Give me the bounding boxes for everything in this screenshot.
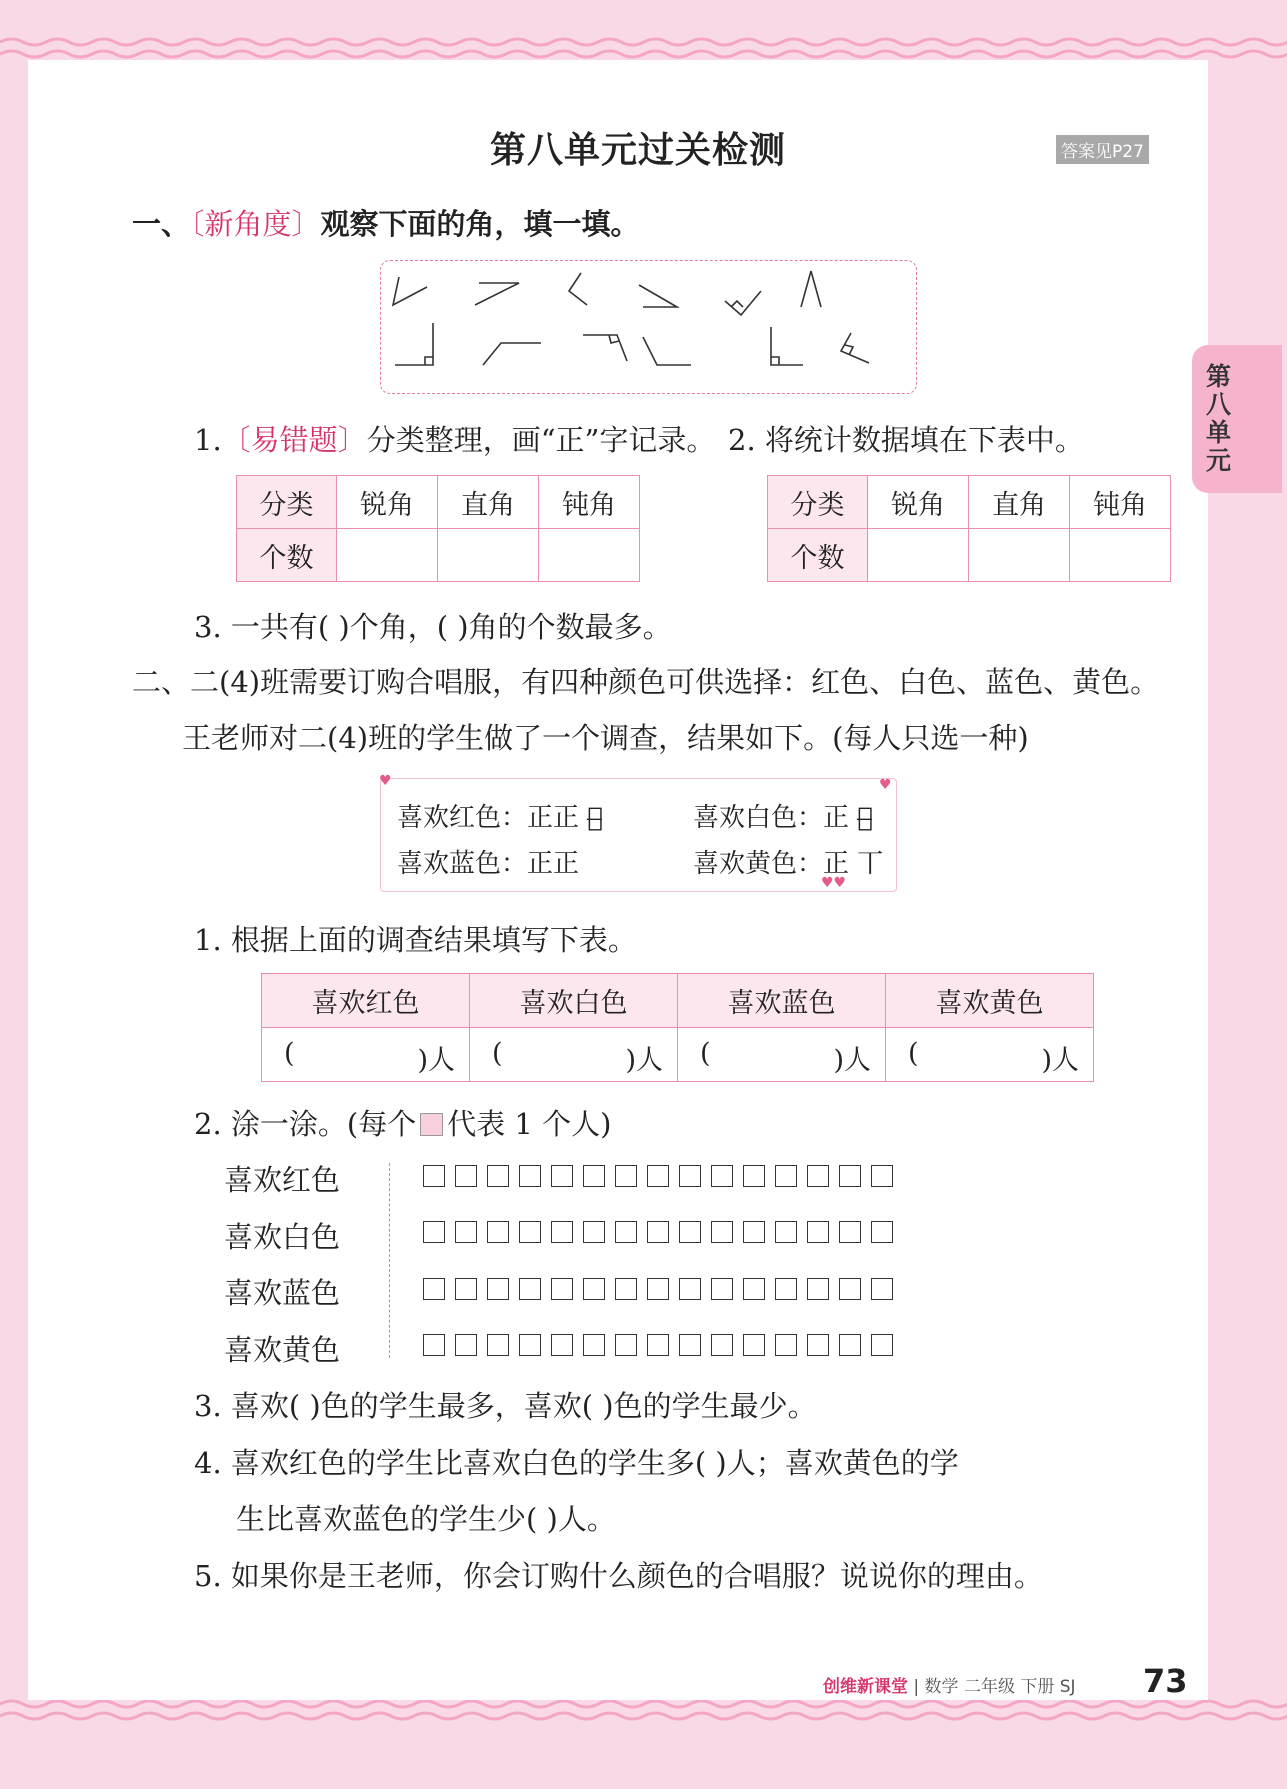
answer-cell-acute[interactable] [337, 529, 438, 582]
coloring-square[interactable] [807, 1334, 829, 1356]
coloring-square[interactable] [455, 1278, 477, 1300]
q2-text-after: 代表 1 个人) [447, 1107, 612, 1141]
section1-tag: 〔新角度〕 [190, 207, 321, 241]
section1-question1 [194, 418, 715, 459]
close-paren-unit: )人 [417, 1045, 455, 1076]
row-label-white: 喜欢白色 [224, 1220, 341, 1254]
coloring-square[interactable] [839, 1334, 861, 1356]
tally-red: 喜欢红色：正正 正̶ [397, 803, 603, 833]
coloring-square[interactable] [615, 1278, 637, 1300]
section1-number: 一、 [132, 207, 191, 241]
section2-question4-line1: 4. 喜欢红色的学生比喜欢白色的学生多( )人；喜欢黄色的学 [194, 1446, 959, 1480]
coloring-square[interactable] [455, 1334, 477, 1356]
footer-info [823, 1672, 1076, 1697]
header-yellow: 喜欢黄色 [886, 974, 1094, 1028]
table-row-label-count: 个数 [768, 529, 868, 582]
coloring-square[interactable] [551, 1221, 573, 1243]
q1-number: 1. [194, 423, 222, 457]
section2-question5: 5. 如果你是王老师，你会订购什么颜色的合唱服？说说你的理由。 [194, 1559, 1043, 1593]
coloring-square[interactable] [615, 1221, 637, 1243]
answer-cell-obtuse[interactable] [539, 529, 640, 582]
coloring-square[interactable] [583, 1334, 605, 1356]
answer-cell-blue[interactable] [678, 1028, 886, 1082]
coloring-square[interactable] [487, 1221, 509, 1243]
answer-cell-right[interactable] [438, 529, 539, 582]
table-header-acute: 锐角 [868, 476, 969, 529]
tally-blue: 喜欢蓝色：正正 [397, 849, 580, 879]
coloring-square[interactable] [679, 1334, 701, 1356]
row-label-yellow: 喜欢黄色 [224, 1333, 341, 1367]
q1-text: 分类整理，画“正”字记录。 [366, 423, 716, 457]
table-row-label-count: 个数 [237, 529, 337, 582]
coloring-square[interactable] [711, 1278, 733, 1300]
coloring-square[interactable] [839, 1165, 861, 1187]
header-white: 喜欢白色 [470, 974, 678, 1028]
close-paren-unit: )人 [833, 1045, 871, 1076]
answer-cell-obtuse[interactable] [1070, 529, 1171, 582]
heart-decoration-icon: ♥♥ [821, 875, 847, 891]
coloring-square[interactable] [711, 1334, 733, 1356]
q2-text-before: 2. 涂一涂。(每个 [194, 1107, 417, 1141]
header-red: 喜欢红色 [262, 974, 470, 1028]
coloring-square[interactable] [871, 1165, 893, 1187]
coloring-square[interactable] [743, 1278, 765, 1300]
coloring-square[interactable] [807, 1221, 829, 1243]
coloring-square[interactable] [583, 1278, 605, 1300]
coloring-square[interactable] [487, 1165, 509, 1187]
coloring-square[interactable] [551, 1165, 573, 1187]
coloring-square[interactable] [679, 1221, 701, 1243]
square-row-yellow [423, 1334, 893, 1356]
coloring-square[interactable] [519, 1221, 541, 1243]
count-record-table [767, 475, 1171, 582]
coloring-square[interactable] [743, 1165, 765, 1187]
coloring-square[interactable] [679, 1278, 701, 1300]
coloring-square[interactable] [423, 1221, 445, 1243]
table-header-acute: 锐角 [337, 476, 438, 529]
coloring-square[interactable] [711, 1165, 733, 1187]
section2-question2 [194, 1102, 611, 1143]
coloring-square[interactable] [551, 1334, 573, 1356]
q1-tag: 〔易错题〕 [221, 423, 367, 457]
angles-figure [380, 260, 917, 394]
tally-yellow: 喜欢黄色：正 丅 [693, 849, 884, 879]
coloring-square[interactable] [583, 1221, 605, 1243]
unit-side-tab-label: 第八单元 [1206, 362, 1232, 475]
angles-drawing [381, 261, 916, 393]
coloring-square[interactable] [583, 1165, 605, 1187]
coloring-square[interactable] [423, 1278, 445, 1300]
section2-question4-line2: 生比喜欢蓝色的学生少( )人。 [236, 1502, 616, 1536]
table-header-category: 分类 [237, 476, 337, 529]
divider-line [389, 1163, 390, 1358]
legend-square-icon [420, 1113, 443, 1136]
survey-result-card [379, 773, 897, 892]
unit-side-tab [1192, 345, 1282, 493]
section2-question3: 3. 喜欢( )色的学生最多，喜欢( )色的学生最少。 [194, 1389, 817, 1423]
table-header-right: 直角 [438, 476, 539, 529]
coloring-square[interactable] [775, 1165, 797, 1187]
heart-decoration-icon: ♥ [379, 773, 392, 789]
coloring-square[interactable] [871, 1278, 893, 1300]
coloring-square[interactable] [807, 1278, 829, 1300]
section1-heading-text: 观察下面的角，填一填。 [320, 207, 640, 241]
tally-record-table [236, 475, 640, 582]
coloring-square[interactable] [615, 1334, 637, 1356]
coloring-square[interactable] [871, 1221, 893, 1243]
coloring-square[interactable] [775, 1334, 797, 1356]
square-row-white [423, 1221, 893, 1243]
coloring-square[interactable] [647, 1278, 669, 1300]
coloring-square[interactable] [839, 1278, 861, 1300]
open-paren: ( [284, 1038, 295, 1069]
color-count-table [261, 973, 1094, 1082]
close-paren-unit: )人 [1041, 1045, 1079, 1076]
close-paren-unit: )人 [625, 1045, 663, 1076]
coloring-square[interactable] [743, 1221, 765, 1243]
section2-intro-line2: 王老师对二(4)班的学生做了一个调查，结果如下。(每人只选一种) [182, 721, 1029, 755]
coloring-square[interactable] [807, 1165, 829, 1187]
row-label-red: 喜欢红色 [224, 1163, 341, 1197]
coloring-square[interactable] [423, 1165, 445, 1187]
open-paren: ( [700, 1038, 711, 1069]
coloring-square[interactable] [711, 1221, 733, 1243]
table-header-obtuse: 钝角 [539, 476, 640, 529]
section1-heading [132, 202, 640, 243]
coloring-square[interactable] [519, 1334, 541, 1356]
coloring-square[interactable] [551, 1278, 573, 1300]
coloring-square[interactable] [519, 1165, 541, 1187]
coloring-square[interactable] [871, 1334, 893, 1356]
tally-white: 喜欢白色：正 正̶ [693, 803, 873, 833]
section1-question2: 2. 将统计数据填在下表中。 [728, 423, 1084, 457]
page-number: 73 [1143, 1662, 1188, 1700]
heart-decoration-icon: ♥ [879, 777, 892, 793]
answer-cell-yellow[interactable] [886, 1028, 1094, 1082]
coloring-square[interactable] [647, 1334, 669, 1356]
answer-cell-red[interactable] [262, 1028, 470, 1082]
coloring-square[interactable] [487, 1334, 509, 1356]
coloring-square[interactable] [839, 1221, 861, 1243]
coloring-square[interactable] [519, 1278, 541, 1300]
coloring-square[interactable] [775, 1278, 797, 1300]
coloring-square[interactable] [647, 1221, 669, 1243]
table-header-category: 分类 [768, 476, 868, 529]
coloring-square[interactable] [487, 1278, 509, 1300]
square-row-blue [423, 1278, 893, 1300]
footer-brand: 创维新课堂 [823, 1677, 908, 1697]
answer-cell-white[interactable] [470, 1028, 678, 1082]
answer-cell-right[interactable] [969, 529, 1070, 582]
coloring-square[interactable] [679, 1165, 701, 1187]
coloring-square[interactable] [423, 1334, 445, 1356]
row-label-blue: 喜欢蓝色 [224, 1276, 341, 1310]
section2-intro-line1: 二、二(4)班需要订购合唱服，有四种颜色可供选择：红色、白色、蓝色、黄色。 [132, 665, 1160, 699]
table-header-right: 直角 [969, 476, 1070, 529]
open-paren: ( [492, 1038, 503, 1069]
open-paren: ( [908, 1038, 919, 1069]
coloring-square[interactable] [615, 1165, 637, 1187]
coloring-square[interactable] [647, 1165, 669, 1187]
square-row-red [423, 1165, 893, 1187]
coloring-square[interactable] [775, 1221, 797, 1243]
coloring-square[interactable] [455, 1221, 477, 1243]
header-blue: 喜欢蓝色 [678, 974, 886, 1028]
section1-question3: 3. 一共有( )个角，( )角的个数最多。 [194, 610, 672, 644]
page-title: 第八单元过关检测 [490, 130, 787, 171]
answer-cell-acute[interactable] [868, 529, 969, 582]
table-header-obtuse: 钝角 [1070, 476, 1171, 529]
coloring-square[interactable] [743, 1334, 765, 1356]
section2-question1: 1. 根据上面的调查结果填写下表。 [194, 923, 637, 957]
coloring-square[interactable] [455, 1165, 477, 1187]
footer-book-info: | 数学 二年级 下册 SJ [913, 1677, 1076, 1697]
answer-reference-badge: 答案见P27 [1056, 135, 1149, 164]
